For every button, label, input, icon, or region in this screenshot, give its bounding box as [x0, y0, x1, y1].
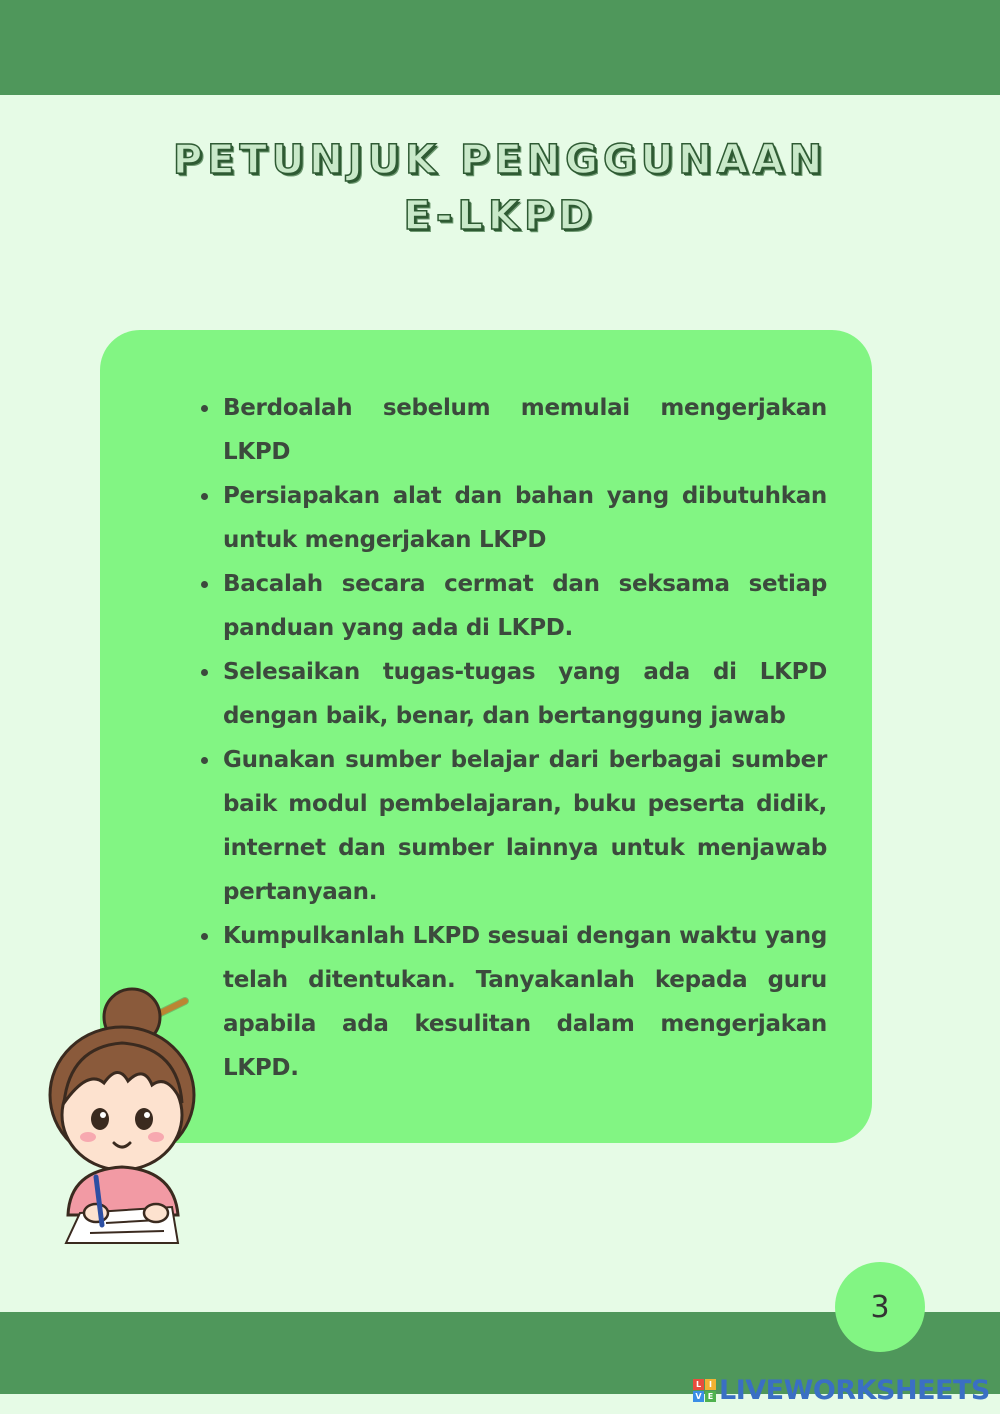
- top-band: [0, 0, 1000, 95]
- page-number-badge: [835, 1262, 925, 1352]
- instruction-item: • Berdoalah sebelum memulai mengerjakan LKPD: [221, 386, 827, 474]
- logo-square: I: [705, 1379, 716, 1390]
- page-title-line-2: E-LKPD: [403, 193, 597, 239]
- liveworksheets-text: LIVEWORKSHEETS: [719, 1374, 990, 1406]
- liveworksheets-logo: [693, 1373, 990, 1407]
- instructions-list: [188, 386, 827, 1090]
- instruction-item: • Gunakan sumber belajar dari berbagai sumber baik modul pembelajaran, buku peserta didik, internet dan sumber lainnya untuk menjawab pertanyaan.: [221, 738, 827, 914]
- page-title: [0, 132, 1000, 244]
- logo-square: L: [693, 1379, 704, 1390]
- liveworksheets-squares-icon: [693, 1379, 716, 1402]
- instruction-item: • Bacalah secara cermat dan seksama setiap panduan yang ada di LKPD.: [221, 562, 827, 650]
- logo-square: E: [705, 1391, 716, 1402]
- logo-square: V: [693, 1391, 704, 1402]
- instruction-item: • Selesaikan tugas-tugas yang ada di LKPD dengan baik, benar, dan bertanggung jawab: [221, 650, 827, 738]
- instruction-item: • Persiapakan alat dan bahan yang dibutuhkan untuk mengerjakan LKPD: [221, 474, 827, 562]
- girl-writing-illustration: [40, 985, 210, 1250]
- instruction-item: • Kumpulkanlah LKPD sesuai dengan waktu yang telah ditentukan. Tanyakanlah kepada guru apabila ada kesulitan dalam mengerjakan LKPD.: [221, 914, 827, 1090]
- page-title-line-1: PETUNJUK PENGGUNAAN: [172, 137, 828, 183]
- page-number: 3: [870, 1289, 890, 1325]
